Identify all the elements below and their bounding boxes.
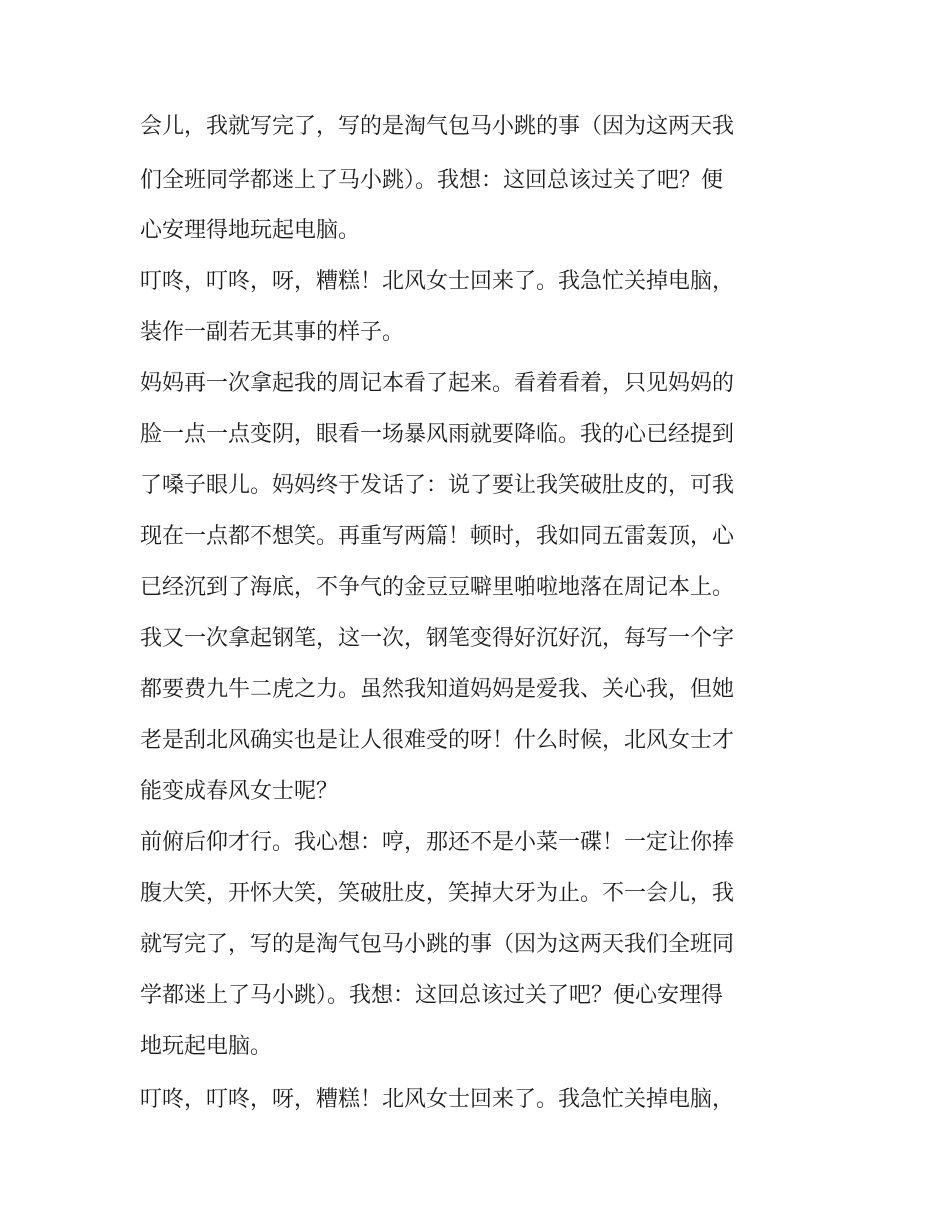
text-line: 已经沉到了海底，不争气的金豆豆噼里啪啦地落在周记本上。 <box>140 575 735 600</box>
text-line: 我又一次拿起钢笔，这一次，钢笔变得好沉好沉，每写一个字 <box>140 626 735 651</box>
text-line: 能变成春风女士呢？ <box>140 779 339 804</box>
text-line: 腹大笑，开怀大笑，笑破肚皮，笑掉大牙为止。不一会儿，我 <box>140 881 735 906</box>
text-line: 装作一副若无其事的样子。 <box>140 320 405 345</box>
text-line: 会儿，我就写完了，写的是淘气包马小跳的事（因为这两天我 <box>140 114 735 139</box>
text-line: 了嗓子眼儿。妈妈终于发话了：说了要让我笑破肚皮的，可我 <box>140 473 735 498</box>
text-line: 老是刮北风确实也是让人很难受的呀！什么时候，北风女士才 <box>140 728 735 753</box>
text-line: 前俯后仰才行。我心想：哼，那还不是小菜一碟！一定让你捧 <box>140 830 735 855</box>
text-line: 叮咚，叮咚，呀，糟糕！北风女士回来了。我急忙关掉电脑， <box>140 269 735 294</box>
text-line: 现在一点都不想笑。再重写两篇！顿时，我如同五雷轰顶，心 <box>140 524 735 549</box>
text-line: 心安理得地玩起电脑。 <box>140 218 361 243</box>
text-line: 妈妈再一次拿起我的周记本看了起来。看着看着，只见妈妈的 <box>140 371 735 396</box>
text-line: 脸一点一点变阴，眼看一场暴风雨就要降临。我的心已经提到 <box>140 422 735 447</box>
text-line: 地玩起电脑。 <box>140 1034 273 1059</box>
text-line: 们全班同学都迷上了马小跳）。我想：这回总该过关了吧？便 <box>140 168 724 193</box>
text-line: 都要费九牛二虎之力。虽然我知道妈妈是爱我、关心我，但她 <box>140 677 735 702</box>
text-line: 学都迷上了马小跳）。我想：这回总该过关了吧？便心安理得 <box>140 983 724 1008</box>
text-line: 叮咚，叮咚，呀，糟糕！北风女士回来了。我急忙关掉电脑， <box>140 1087 735 1112</box>
text-line: 就写完了，写的是淘气包马小跳的事（因为这两天我们全班同 <box>140 932 735 957</box>
